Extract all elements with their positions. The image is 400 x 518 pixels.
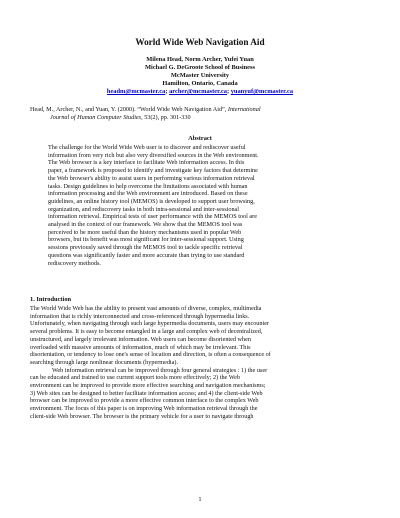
paragraph-line: Unfortunately, when navigating through such large hypermedia documents, users may encounter — [30, 320, 270, 328]
email-link-head[interactable]: headm@mcmaster.ca — [106, 88, 166, 95]
email-separator: ; — [227, 88, 231, 95]
abstract-line: guidelines, an online history tool (MEMOS) is developed to support user browsing, — [48, 197, 255, 205]
abstract-line: information processing and the Web environment are introduced. Based on these — [48, 190, 248, 198]
paragraph-line: Web information retrieval can be improved through four general strategies : 1) the user — [52, 366, 268, 374]
paragraph-line: searching through large nonlinear documents (hypermedia). — [30, 358, 178, 366]
abstract-body — [48, 144, 353, 267]
email-separator: ; — [165, 88, 170, 95]
abstract-line: the Web browser's ability to assist users in performing various information retrieval — [48, 174, 255, 182]
paragraph-line: browser can be improved to provide a more effective common interface to the complex Web — [30, 397, 259, 405]
abstract-line: organization, and rediscovery tasks in both intra-sessional and inter-sessional — [48, 205, 240, 213]
paragraph-line: several problems. It is easy to become entangled in a large and complex web of decentralized, — [30, 328, 263, 336]
abstract-line: information retrieval. Empirical tests of user performance with the MEMOS tool are — [48, 213, 257, 221]
paragraph — [30, 305, 372, 367]
abstract-heading: Abstract — [188, 135, 212, 142]
paragraph-line: information that is richly interconnected and cross-referenced through hypermedia links. — [30, 312, 250, 320]
affiliation-address: Hamilton, Ontario, Canada — [162, 80, 238, 87]
paragraph-line: client-side Web browser. The browser is the primary vehicle for a user to navigate through — [30, 412, 254, 420]
author-list: Milena Head, Norm Archer, Yufei Yuan — [146, 56, 254, 63]
affiliation-university: McMaster University — [170, 72, 230, 79]
abstract-line: paper, a framework is proposed to identify and investigate key factors that determine — [48, 167, 258, 175]
citation-volume-pages: , 53(2), pp. 301-330 — [141, 114, 191, 121]
affiliation-school: Michael G. DeGroote School of Business — [145, 64, 255, 71]
abstract-line: browsers, but its benefit was most significant for inter-sessional support. Using — [48, 236, 244, 244]
paragraph-line: unstructured, and largely irrelevant information. Web users can become disoriented when — [30, 335, 251, 343]
abstract-line: questions was significantly faster and more accurate than trying to use standard — [48, 251, 245, 259]
citation-journal-name: Journal of Human Computer Studies — [50, 114, 142, 121]
introduction-body — [30, 305, 372, 421]
author-emails — [0, 88, 400, 95]
email-link-yuan[interactable]: yuanyuf@mcmaster.ca — [230, 88, 294, 95]
paragraph — [30, 367, 372, 421]
citation-journal-start: International — [227, 106, 261, 113]
abstract-line: analysed in the context of our framework. We show that the MEMOS tool was — [48, 221, 243, 229]
section-heading-introduction: 1. Introduction — [30, 296, 72, 303]
paper-title: World Wide Web Navigation Aid — [135, 37, 265, 47]
citation-text: Head, M., Archer, N., and Yuan, Y. (2000). “World Wide Web Navigation Aid”, — [30, 106, 228, 113]
abstract-line: information from very rich but also very diversified sources in the Web environment. — [48, 151, 259, 159]
citation-block — [30, 106, 370, 122]
citation-line-2 — [30, 114, 370, 122]
paragraph-line: can be educated and trained to use current support tools more effectively; 2) the Web — [30, 374, 240, 382]
abstract-line: The Web browser is a key interface to facilitate Web information access. In this — [48, 159, 245, 167]
paragraph-line: The World Wide Web has the ability to present vast amounts of diverse, complex, multimedia — [30, 305, 262, 312]
abstract-line: The challenge for the World Wide Web user is to discover and rediscover useful — [48, 144, 246, 151]
paragraph-line: environment. The focus of this paper is on improving Web information retrieval through the — [30, 405, 258, 413]
abstract-line: rediscovery methods. — [48, 259, 101, 267]
citation-line-1 — [30, 106, 370, 114]
paragraph-line: environment can be improved to provide more effective searching and navigation mechanisms; — [30, 382, 266, 390]
email-link-archer[interactable]: archer@mcmaster.ca — [169, 88, 227, 95]
page-number: 1 — [198, 496, 202, 503]
abstract-line: tasks. Design guidelines to help overcome the limitations associated with human — [48, 182, 248, 190]
abstract-line: sessions previously saved through the MEMOS tool to tackle specific retrieval — [48, 244, 243, 252]
paragraph-line: disorientation, or tendency to lose one's sense of location and direction, is often a consequence of — [30, 351, 271, 359]
paragraph-line: overloaded with massive amounts of information, much of which may be irrelevant. This — [30, 343, 251, 351]
abstract-line: perceived to be more useful than the history mechanisms used in popular Web — [48, 228, 242, 236]
paragraph-line: 3) Web sites can be designed to better facilitate information access; and 4) the client-side Web — [30, 389, 263, 397]
